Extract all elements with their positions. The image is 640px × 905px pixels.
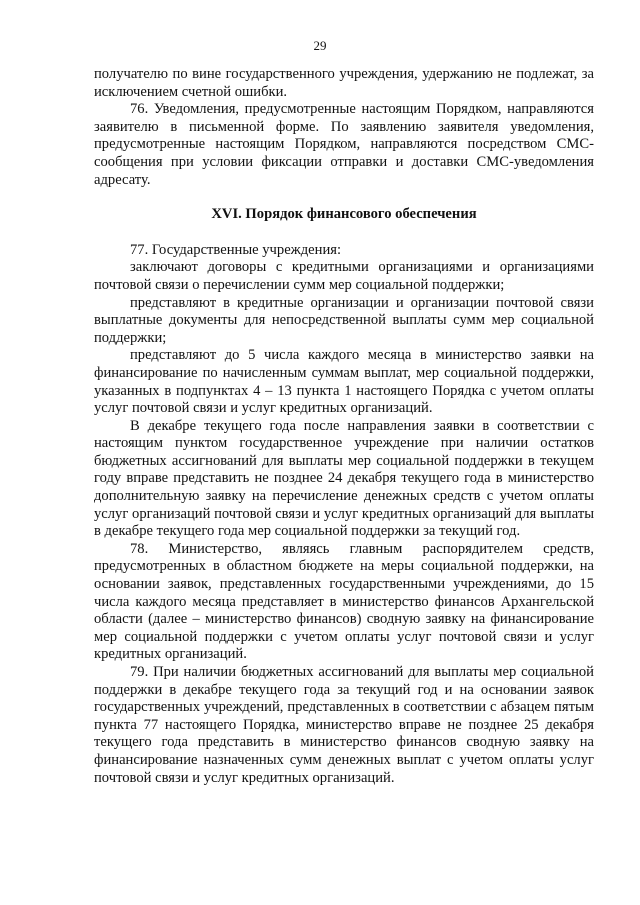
section-heading: XVI. Порядок финансового обеспечения: [211, 206, 477, 223]
paragraph-77-item-2: представляют в кредитные организации и организации почтовой связи выплатные документы для непосредственной выплаты сумм мер социальной поддержки;: [94, 294, 594, 346]
paragraph-77: 77. Государственные учреждения:: [130, 241, 342, 258]
document-body: [94, 66, 594, 787]
paragraph-77-item-3: представляют до 5 числа каждого месяца в министерство заявки на финансирование по начисленным суммам выплат, мер социальной поддержки, указанных в подпунктах 4 – 13 пункта 1 настоящего Порядка с учетом оплаты услуг почтовой связи и услуг кредитных организаций.: [94, 347, 594, 417]
paragraph-78: 78. Министерство, являясь главным распорядителем средств, предусмотренных в областном бюджете на меры социальной поддержки, на основании заявок, представленных государственными учреждениями, до 15 числа каждого месяца представляет в министерство финансов Архангельской области (далее – министерство финансов) сводную заявку на финансирование мер социальной поддержки с учетом оплаты услуг почтовой связи и услуг кредитных организаций.: [94, 540, 594, 663]
paragraph-77-item-4: В декабре текущего года после направления заявки в соответствии с настоящим пунктом государственное учреждение при наличии остатков бюджетных ассигнований для выплаты мер социальной поддержки в текущем году вправе представить не позднее 24 декабря текущего года в министерство дополнительную заявку на перечисление денежных средств с учетом оплаты услуг организаций почтовой связи и услуг кредитных организаций для выплаты в декабре текущего года мер социальной поддержки за текущий год.: [94, 417, 594, 540]
paragraph-continuation: получателю по вине государственного учреждения, удержанию не подлежат, за исключением счетной ошибки.: [94, 66, 594, 100]
page-number: 29: [313, 38, 327, 53]
paragraph-76: 76. Уведомления, предусмотренные настоящим Порядком, направляются заявителю в письменной форме. По заявлению заявителя уведомления, предусмотренные настоящим Порядком, направляются посредством СМС-сообщения при условии фиксации отправки и доставки СМС-уведомления адресату.: [94, 101, 594, 188]
paragraph-79: 79. При наличии бюджетных ассигнований для выплаты мер социальной поддержки в декабре текущего года за текущий год и на основании заявок государственных учреждений, представленных в соответствии с абзацем пятым пункта 77 настоящего Порядка, министерство вправе не позднее 25 декабря текущего года представить в министерство финансов сводную заявку на финансирование назначенных сумм денежных выплат с учетом оплаты услуг почтовой связи и услуг кредитных организаций.: [94, 664, 594, 786]
paragraph-77-item-1: заключают договоры с кредитными организациями и организациями почтовой связи о перечислении сумм мер социальной поддержки;: [94, 259, 594, 293]
